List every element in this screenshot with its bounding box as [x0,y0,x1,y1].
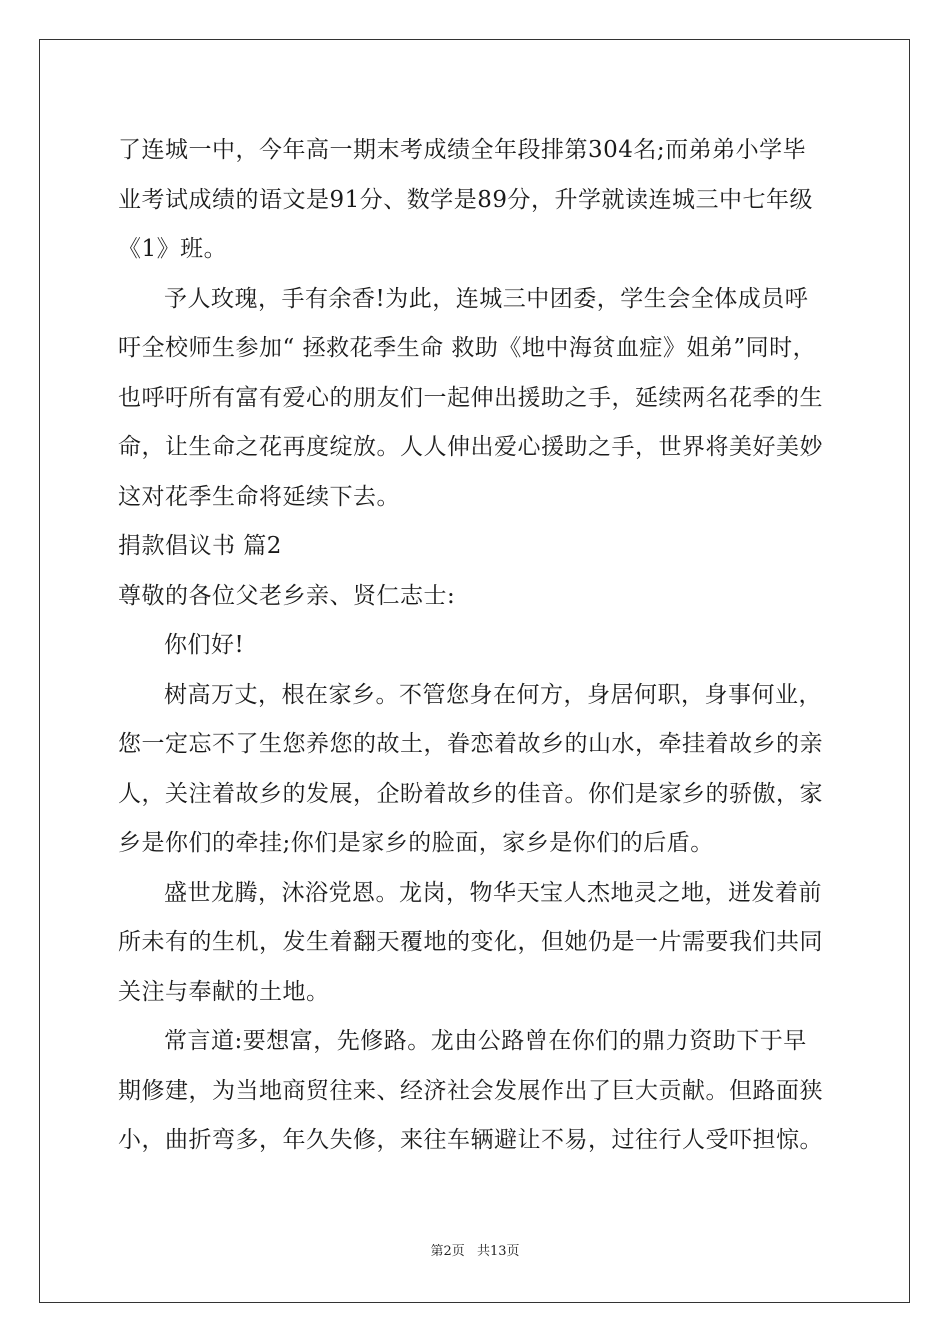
text-line: 《1》班。 [118,236,228,262]
text-line: 予人玫瑰，手有余香!为此，连城三中团委，学生会全体成员呼 [164,285,809,312]
page-footer [0,1240,950,1259]
text-line: 期修建，为当地商贸往来、经济社会发展作出了巨大贡献。但路面狭 [118,1077,823,1104]
current-page-number: 第2页 [430,1244,465,1259]
text-line: 了连城一中，今年高一期末考成绩全年段排第304名;而弟弟小学毕 [118,137,807,163]
text-line: 这对花季生命将延续下去。 [118,483,400,510]
text-line: 您一定忘不了生您养您的故土，眷恋着故乡的山水，牵挂着故乡的亲 [118,731,823,757]
text-line: 你们好! [164,632,245,658]
text-line: 关注与奉献的土地。 [118,978,330,1005]
text-line: 也呼吁所有富有爱心的朋友们一起伸出援助之手，延续两名花季的生 [118,384,823,411]
text-line: 命，让生命之花再度绽放。人人伸出爱心援助之手，世界将美好美妙 [118,434,823,460]
total-page-count: 共13页 [476,1244,520,1259]
document-body [118,126,848,1166]
text-line: 常言道:要想富，先修路。龙由公路曾在你们的鼎力资助下于早 [164,1028,807,1054]
text-line: 人，关注着故乡的发展，企盼着故乡的佳音。你们是家乡的骄傲，家 [118,780,823,807]
text-line: 盛世龙腾，沐浴党恩。龙岗，物华天宝人杰地灵之地，迸发着前 [164,879,822,906]
text-line: 业考试成绩的语文是91分、数学是89分，升学就读连城三中七年级 [118,186,814,213]
text-line: 树高万丈，根在家乡。不管您身在何方，身居何职，身事何业， [164,681,822,708]
text-line: 小，曲折弯多，年久失修，来往车辆避让不易，过往行人受吓担惊。 [118,1127,823,1153]
text-line: 乡是你们的牵挂;你们是家乡的脸面，家乡是你们的后盾。 [118,830,714,856]
text-line: 所未有的生机，发生着翻天覆地的变化，但她仍是一片需要我们共同 [118,929,823,955]
text-line: 尊敬的各位父老乡亲、贤仁志士: [118,582,456,609]
text-line: 吁全校师生参加“ 拯救花季生命 救助《地中海贫血症》姐弟”同时， [118,335,817,361]
text-line: 捐款倡议书 篇2 [118,533,282,559]
